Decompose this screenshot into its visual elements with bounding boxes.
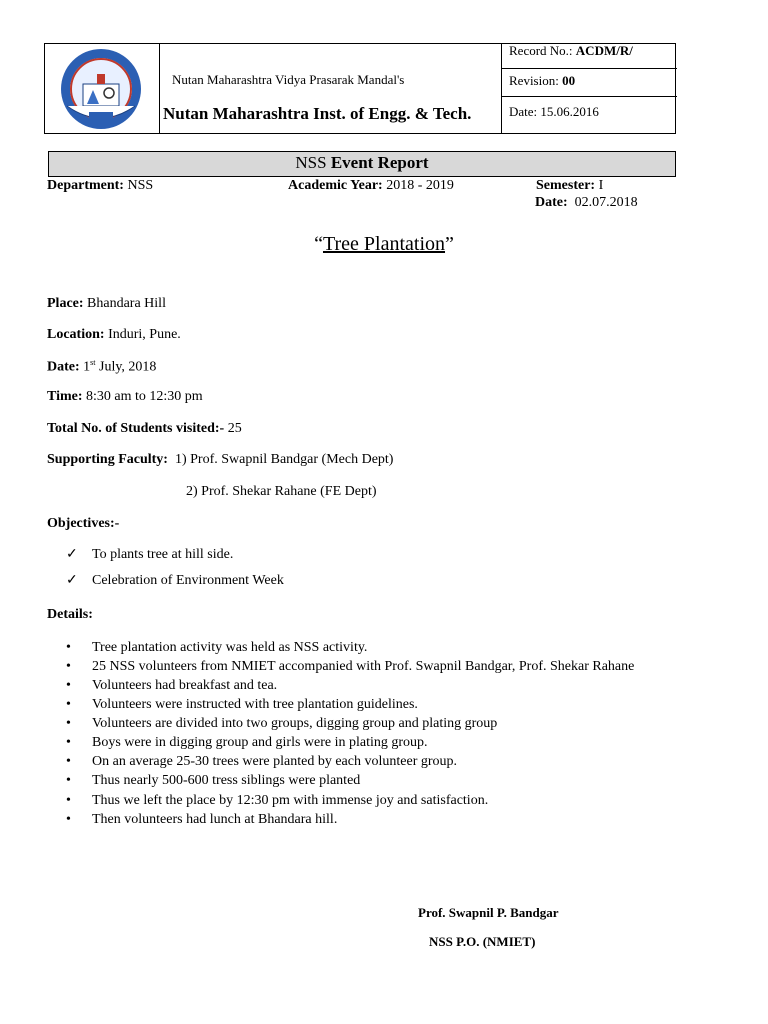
check-icon: ✓ <box>66 547 78 562</box>
signatory-name: Prof. Swapnil P. Bandgar <box>418 905 559 920</box>
objective-item: ✓ To plants tree at hill side. <box>66 547 234 562</box>
header-date: Date: 15.06.2016 <box>509 104 599 119</box>
time: Time: 8:30 am to 12:30 pm <box>47 389 203 404</box>
supporting-faculty-2: 2) Prof. Shekar Rahane (FE Dept) <box>186 484 377 499</box>
signatory-role: NSS P.O. (NMIET) <box>429 934 536 949</box>
detail-item: • Volunteers were instructed with tree plantation guidelines. <box>66 697 418 712</box>
check-icon: ✓ <box>66 573 78 588</box>
report-heading: NSS Event Report <box>295 153 429 172</box>
academic-year: Academic Year: 2018 - 2019 <box>288 178 454 193</box>
objective-item: ✓ Celebration of Environment Week <box>66 573 284 588</box>
supporting-faculty: Supporting Faculty: 1) Prof. Swapnil Bandgar (Mech Dept) <box>47 452 394 467</box>
bullet-icon: • <box>66 754 71 769</box>
detail-item: • Tree plantation activity was held as NSS activity. <box>66 640 368 655</box>
report-date: Date: 02.07.2018 <box>535 195 638 210</box>
bullet-icon: • <box>66 773 71 788</box>
bullet-icon: • <box>66 735 71 750</box>
detail-item: • Then volunteers had lunch at Bhandara hill. <box>66 812 338 827</box>
detail-item: • On an average 25-30 trees were planted by each volunteer group. <box>66 754 458 769</box>
objectives-label: Objectives:- <box>47 516 120 531</box>
revision: Revision: 00 <box>509 73 576 88</box>
detail-item: • Volunteers are divided into two groups, digging group and plating group <box>66 716 498 731</box>
detail-item: • 25 NSS volunteers from NMIET accompanied with Prof. Swapnil Bandgar, Prof. Shekar Rahane <box>66 659 635 674</box>
bullet-icon: • <box>66 793 71 808</box>
detail-item: • Thus we left the place by 12:30 pm with immense joy and satisfaction. <box>66 793 489 808</box>
record-number: Record No.: ACDM/R/ <box>509 43 633 58</box>
institute-name: Nutan Maharashtra Inst. of Engg. & Tech. <box>163 104 472 123</box>
semester: Semester: I <box>536 178 604 193</box>
event-date: Date: 1st July, 2018 <box>47 358 157 375</box>
event-title: “Tree Plantation” <box>314 233 454 255</box>
bullet-icon: • <box>66 812 71 827</box>
students-count: Total No. of Students visited:- 25 <box>47 421 242 436</box>
bullet-icon: • <box>66 678 71 693</box>
department: Department: NSS <box>47 178 154 193</box>
detail-item: • Volunteers had breakfast and tea. <box>66 678 278 693</box>
detail-item: • Boys were in digging group and girls were in plating group. <box>66 735 428 750</box>
bullet-icon: • <box>66 640 71 655</box>
institute-logo <box>47 46 155 132</box>
detail-item: • Thus nearly 500-600 tress siblings were planted <box>66 773 361 788</box>
organization-name: Nutan Maharashtra Vidya Prasarak Mandal's <box>172 72 405 87</box>
location: Location: Induri, Pune. <box>47 327 181 342</box>
bullet-icon: • <box>66 659 71 674</box>
bullet-icon: • <box>66 716 71 731</box>
details-label: Details: <box>47 607 93 622</box>
place: Place: Bhandara Hill <box>47 296 166 311</box>
bullet-icon: • <box>66 697 71 712</box>
